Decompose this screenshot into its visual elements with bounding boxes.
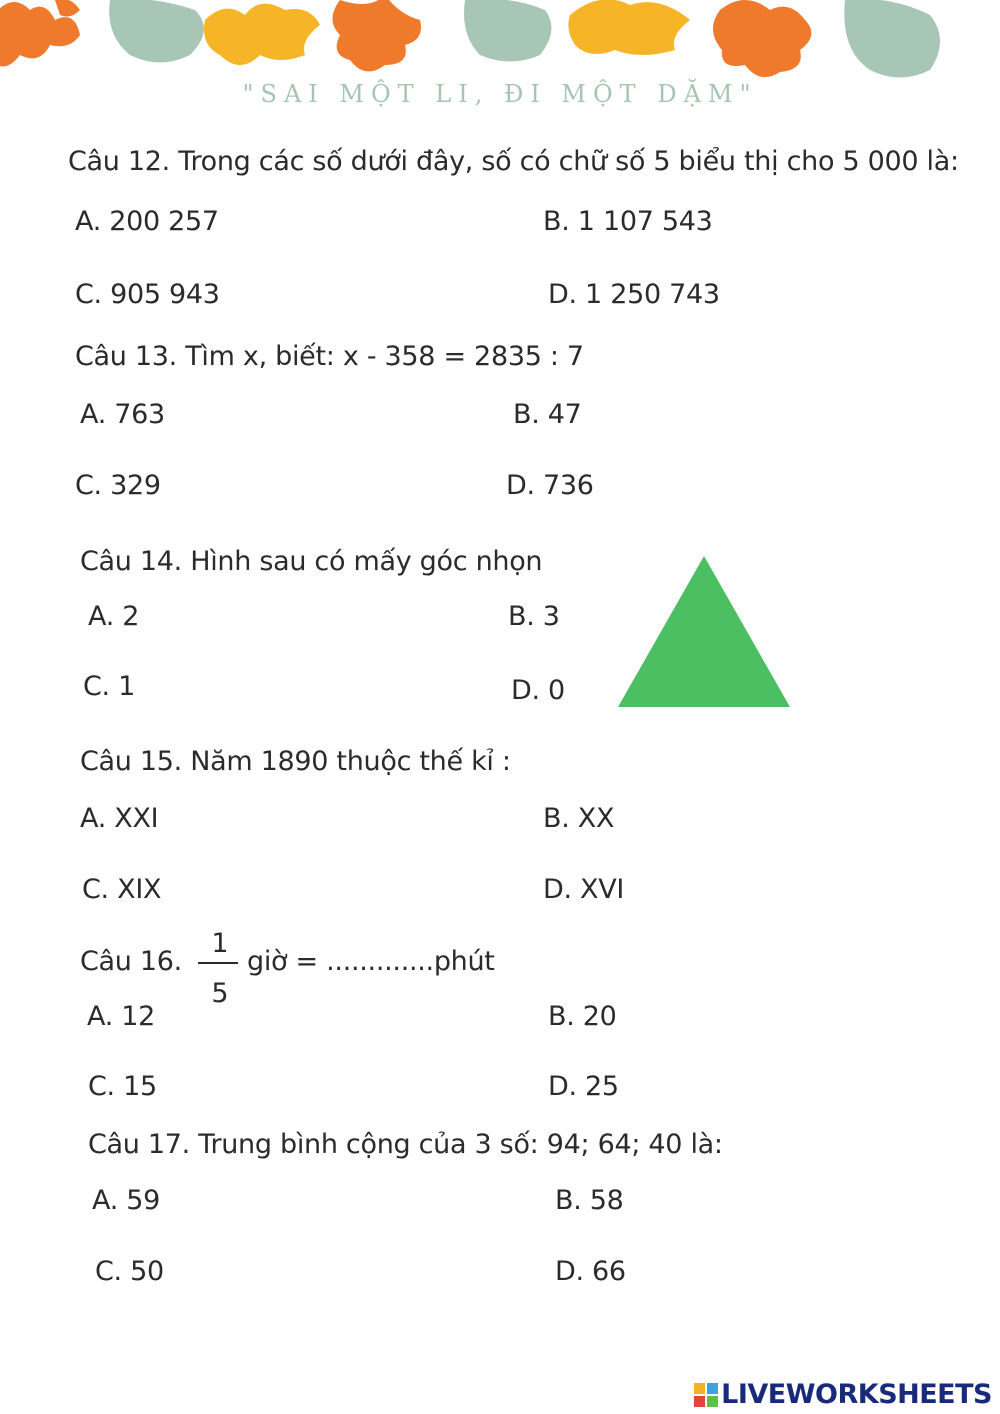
question-14-option-a[interactable]: A. 2 <box>88 601 140 632</box>
question-13-option-a[interactable]: A. 763 <box>80 399 165 430</box>
question-12-title: Câu 12. Trong các số dưới đây, số có chữ số 5 biểu thị cho 5 000 là: <box>68 146 959 177</box>
question-16-option-a[interactable]: A. 12 <box>87 1001 156 1032</box>
question-17-option-d[interactable]: D. 66 <box>555 1256 626 1287</box>
question-16-option-d[interactable]: D. 25 <box>548 1071 619 1102</box>
leaf-icon <box>568 0 690 55</box>
question-15-option-b[interactable]: B. XX <box>543 803 615 834</box>
question-16-option-c[interactable]: C. 15 <box>88 1071 157 1102</box>
leaf-icon <box>333 0 422 71</box>
question-16-title-rest: giờ = .............phút <box>247 946 495 977</box>
question-16-title: Câu 16. <box>80 946 182 977</box>
question-14-option-b[interactable]: B. 3 <box>508 601 560 632</box>
leaf-border-decoration <box>0 0 1000 90</box>
liveworksheets-logo-icon <box>694 1383 718 1407</box>
leaf-icon <box>109 0 204 63</box>
fraction-numerator: 1 <box>211 928 229 959</box>
question-12-option-a[interactable]: A. 200 257 <box>75 206 219 237</box>
question-17-option-c[interactable]: C. 50 <box>95 1256 164 1287</box>
question-12-option-c[interactable]: C. 905 943 <box>75 279 220 310</box>
question-15-option-d[interactable]: D. XVI <box>543 874 625 905</box>
leaf-icon <box>204 4 320 65</box>
liveworksheets-logo <box>694 1379 992 1410</box>
question-13-option-d[interactable]: D. 736 <box>506 470 594 501</box>
question-15-option-c[interactable]: C. XIX <box>82 874 162 905</box>
question-17-title: Câu 17. Trung bình cộng của 3 số: 94; 64; 40 là: <box>88 1129 723 1160</box>
question-15-title: Câu 15. Năm 1890 thuộc thế kỉ : <box>80 746 511 777</box>
question-17-option-b[interactable]: B. 58 <box>555 1185 624 1216</box>
question-14-option-d[interactable]: D. 0 <box>511 675 565 706</box>
fraction-bar <box>198 962 238 964</box>
leaf-icon <box>713 0 811 77</box>
leaf-icon <box>844 0 940 78</box>
question-16-option-b[interactable]: B. 20 <box>548 1001 617 1032</box>
question-14-option-c[interactable]: C. 1 <box>83 671 135 702</box>
question-12-option-d[interactable]: D. 1 250 743 <box>548 279 720 310</box>
question-13-title: Câu 13. Tìm x, biết: x - 358 = 2835 : 7 <box>75 341 584 372</box>
triangle-figure <box>612 552 796 712</box>
leaf-icon <box>0 0 80 66</box>
question-13-option-b[interactable]: B. 47 <box>513 399 582 430</box>
fraction-denominator: 5 <box>211 978 229 1009</box>
question-12-option-b[interactable]: B. 1 107 543 <box>543 206 713 237</box>
logo-text: LIVEWORKSHEETS <box>721 1379 992 1410</box>
question-14-title: Câu 14. Hình sau có mấy góc nhọn <box>80 546 543 577</box>
motto-text: "SAI MỘT LI, ĐI MỘT DẶM" <box>242 80 758 108</box>
question-15-option-a[interactable]: A. XXI <box>80 803 159 834</box>
leaf-icon <box>464 0 551 62</box>
triangle-shape <box>618 556 790 707</box>
question-17-option-a[interactable]: A. 59 <box>92 1185 161 1216</box>
question-13-option-c[interactable]: C. 329 <box>75 470 161 501</box>
